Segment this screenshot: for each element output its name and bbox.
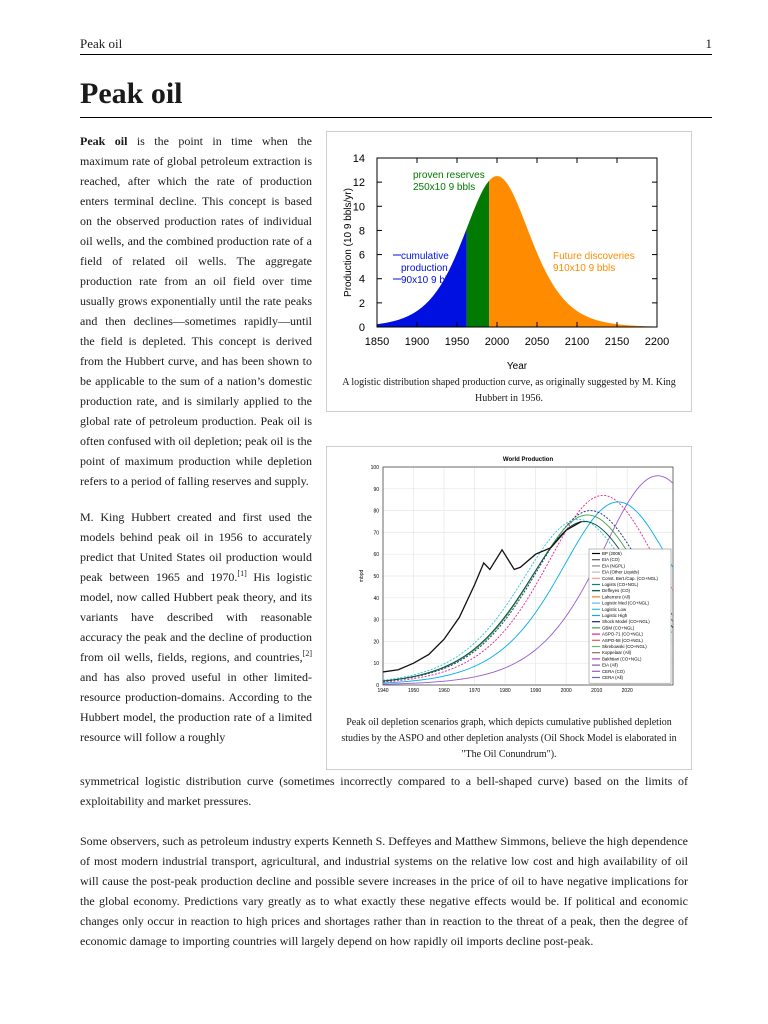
legend-entry: Bakhtiari (CO+NGL) [602, 656, 642, 662]
y-tick-label: 8 [358, 225, 365, 238]
y-tick-label: 60 [373, 552, 379, 559]
running-header-title: Peak oil [80, 36, 123, 51]
hubbert-text-2: His logistic model, now called Hubbert peak theory, and its variants have described with reasonable accuracy the peak and the decline of production from oil wells, fields, regions, and countries, [80, 570, 312, 664]
page-number: 1 [705, 36, 712, 51]
y-tick-label: 4 [358, 273, 365, 286]
legend-entry: Logistic Med (CO+NGL) [602, 600, 649, 606]
y-tick-label: 10 [373, 661, 379, 668]
legend-entry: EIA (Other Liquids) [602, 569, 640, 575]
legend-entry: Laherrere (All) [602, 594, 631, 600]
y-tick-label: 10 [352, 201, 365, 214]
x-tick-label: 2020 [621, 688, 633, 694]
x-tick-label: 2150 [604, 336, 630, 348]
hubbert-curve-figure [326, 131, 692, 412]
legend-entry: Skrebowski (CO+NGL) [602, 644, 647, 649]
article-title: Peak oil [80, 76, 712, 118]
y-tick-label: 0 [376, 683, 379, 689]
figure2-caption: Peak oil depletion scenarios graph, which depicts cumulative published depletion studies by the ASPO and other depletion analysts (Oil Shock Model is elaborated in "The Oil Conundrum"). [341, 717, 677, 760]
hubbert-paragraph [80, 507, 312, 747]
legend-entry: EIA (All) [602, 662, 618, 668]
x-tick-label: 2100 [564, 336, 590, 348]
chart2-title: World Production [502, 457, 554, 463]
x-tick-label: 1850 [364, 336, 390, 348]
y-tick-label: 70 [373, 530, 379, 537]
legend-entry: EIA (NGPL) [602, 563, 625, 569]
observers-paragraph: Some observers, such as petroleum industry experts Kenneth S. Deffeyes and Matthew Simmons, believe the high dependence of most modern industrial transport, agricultural, and industrial systems on the relative low cost and high availability of oil will cause the post-peak production decline and possible severe increases in the price of oil to have negative implications for the global economy. Predictions vary greatly as to what exactly these negative effects would be. If political and economic changes only occur in reaction to high prices and shortages rather than in reaction to the threat of a peak, then the degree of economic damage to importing countries will largely depend on how rapidly oil imports decline post-peak. [80, 834, 688, 948]
x-tick-label: 2200 [644, 336, 670, 348]
y-axis-label: mbpd [359, 569, 365, 583]
y-tick-label: 2 [358, 297, 365, 310]
area-segment-1 [467, 181, 489, 327]
x-tick-label: 2000 [484, 336, 510, 348]
legend-entry: CERA (All) [602, 675, 623, 680]
x-tick-label: 2000 [560, 688, 572, 694]
legend-entry: Logistic High [602, 613, 628, 618]
legend-entry: GBM (CO+NGL) [602, 625, 635, 631]
y-tick-label: 50 [373, 574, 379, 580]
intro-paragraph [80, 131, 312, 491]
x-tick-label: 1960 [438, 688, 450, 694]
x-tick-label: 1970 [469, 688, 481, 694]
legend-entry: Koppelaar (All) [602, 650, 632, 656]
legend-entry: EIA (CO) [602, 557, 620, 563]
annotation-1-line-1: production [401, 263, 448, 274]
depletion-scenarios-figure [326, 446, 692, 770]
lead-term: Peak oil [80, 134, 128, 148]
legend-entry: Deffeyes (CO) [602, 588, 630, 594]
annotation-2-line-0: Future discoveries [553, 251, 635, 262]
legend-entry: BP (2006) [602, 551, 622, 556]
historical-production-line [383, 522, 581, 672]
y-tick-label: 6 [358, 249, 365, 262]
y-axis-label: Production (10 9 bbls/yr) [343, 188, 354, 297]
hubbert-text-1: M. King Hubbert created and first used the models behind peak oil in 1956 to accurately predict that United States oil production would peak between 1965 and 1970. [80, 510, 312, 584]
figure1-caption: A logistic distribution shaped production curve, as originally suggested by M. King Hubbert in 1956. [342, 377, 676, 404]
annotation-1-line-0: cumulative [401, 251, 449, 262]
x-axis-label: Year [506, 361, 528, 372]
x-tick-label: 1900 [404, 336, 430, 348]
legend-entry: Const. Bert./Cap. (CO+NGL) [602, 575, 658, 581]
citation-1-link[interactable]: [1] [237, 569, 247, 578]
hubbert-continuation: symmetrical logistic distribution curve (sometimes incorrectly compared to a bell-shaped curve) based on the limits of exploitability and market pressures. [80, 774, 688, 808]
x-tick-label: 1950 [407, 688, 420, 694]
legend-entry: Logists (CO+NGL) [602, 582, 639, 587]
y-tick-label: 30 [373, 617, 379, 624]
legend-entry: ASPO-58 (CO+NGL) [602, 637, 643, 643]
x-tick-label: 1980 [499, 688, 511, 694]
y-tick-label: 100 [370, 465, 379, 471]
y-tick-label: 80 [373, 508, 379, 515]
y-tick-label: 20 [373, 639, 379, 646]
left-column [80, 131, 312, 759]
y-tick-label: 40 [373, 595, 379, 602]
world-production-chart [327, 447, 691, 711]
annotation-0-line-1: 250x10 9 bbls [413, 182, 476, 193]
annotation-1-line-2: 90x10 9 bbls [401, 275, 458, 286]
y-tick-label: 14 [352, 153, 365, 165]
citation-2-link[interactable]: [2] [302, 649, 312, 658]
x-tick-label: 2010 [591, 688, 603, 694]
x-tick-label: 2050 [524, 336, 550, 348]
legend-entry: Shock Model (CO+NGL) [602, 619, 650, 625]
y-tick-label: 0 [358, 322, 365, 334]
y-tick-label: 90 [373, 486, 379, 493]
annotation-0-line-0: proven reserves [413, 170, 485, 181]
x-tick-label: 1950 [444, 336, 470, 348]
legend-entry: ASPO-71 (CO+NGL) [602, 631, 643, 637]
running-header [80, 36, 712, 55]
y-tick-label: 12 [352, 177, 365, 190]
intro-body: is the point in time when the maximum rate of global petroleum extraction is reached, after which the rate of production enters terminal decline. This concept is based on the observed production rates of individual oil wells, and the combined production rate of a field of related oil wells. The aggregate production rate from an oil field over time usually grows exponentially until the rate peaks and then declines—sometimes rapidly—until the field is depleted. This concept is derived from the Hubbert curve, and has been shown to be applicable to the sum of a nation’s domestic production rate, and is similarly applied to the global rate of petroleum production. Peak oil is often confused with oil depletion; peak oil is the point of maximum production while depletion refers to a period of falling reserves and supply. [80, 134, 312, 488]
x-tick-label: 1940 [377, 688, 389, 694]
x-tick-label: 1990 [530, 688, 542, 694]
hubbert-text-3: and has also proved useful in other limited-resource production-domains. According to the Hubbert model, the production rate of a limited resource will follow a roughly [80, 670, 312, 744]
legend-entry: CERA (CO) [602, 668, 625, 674]
legend-entry: Logistic Low [602, 606, 627, 612]
annotation-2-line-1: 910x10 9 bbls [553, 263, 616, 274]
hubbert-curve-chart [327, 132, 691, 372]
